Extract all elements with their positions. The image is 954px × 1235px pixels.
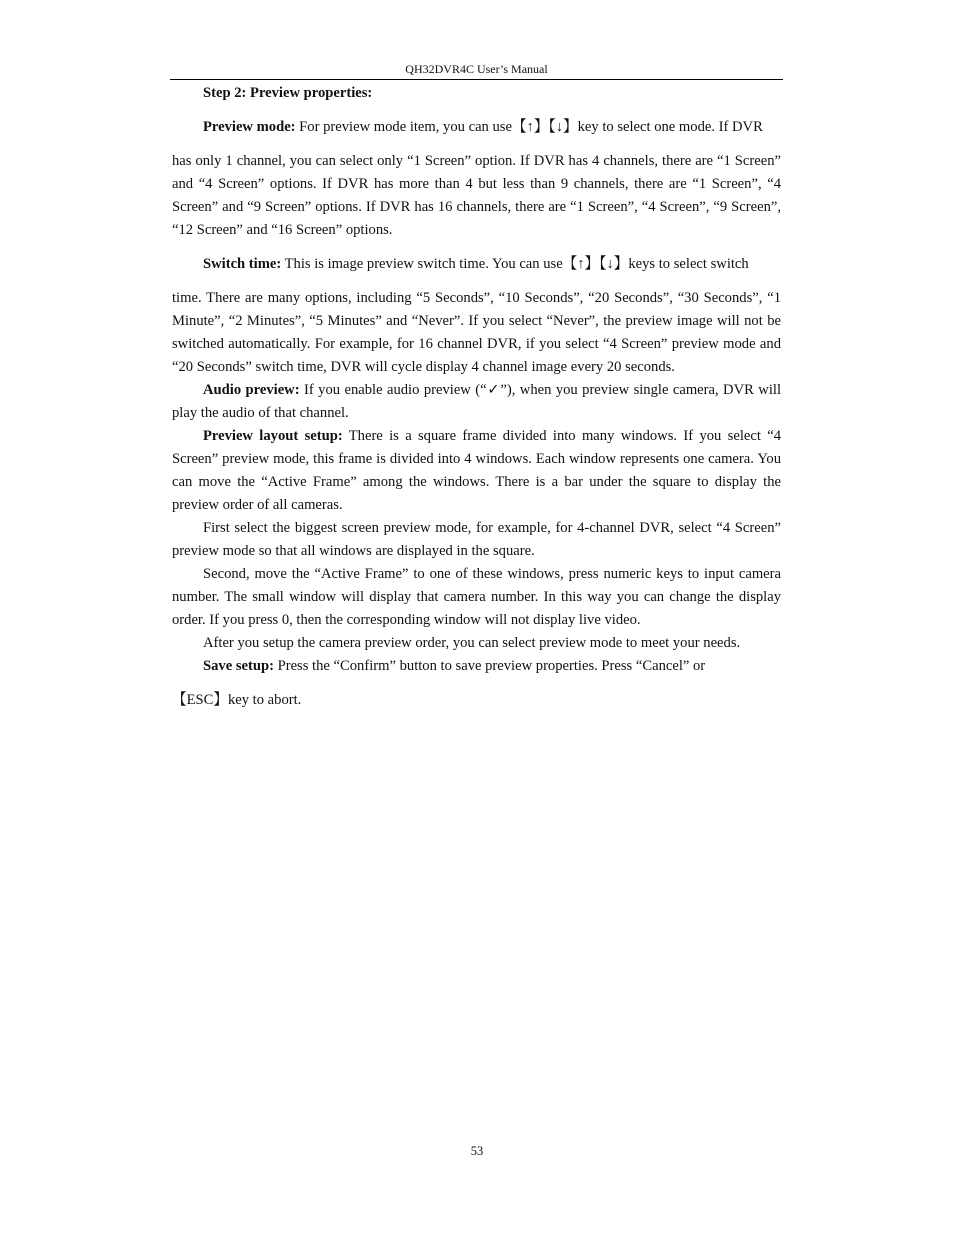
audio-preview-paragraph [172, 379, 781, 425]
switch-time-paragraph [172, 253, 781, 276]
save-setup-text-1: Press the “Confirm” button to save preview properties. Press “Cancel” or [273, 658, 706, 674]
step-heading [172, 82, 781, 105]
audio-preview-text: If you enable audio preview (“✓”), when you preview single camera, DVR will play the audio of that channel. [172, 382, 781, 421]
save-setup-paragraph [172, 655, 781, 678]
manual-body [172, 80, 781, 712]
preview-layout-text: There is a square frame divided into many windows. If you select “4 Screen” preview mode, this frame is divided into 4 windows. Each window represents one camera. You can move the “Active Frame” among the windows. There is a bar under the square to display the preview order of all cameras. [172, 428, 781, 513]
first-select-paragraph: First select the biggest screen preview mode, for example, for 4-channel DVR, select “4 Screen” preview mode so that all windows are displayed in the square. [172, 520, 781, 559]
page-number: 53 [470, 1144, 484, 1158]
preview-layout-paragraph [172, 425, 781, 517]
page-header: QH32DVR4C User’s Manual [170, 62, 783, 80]
preview-mode-text-1: For preview mode item, you can use【↑】【↓】key to select one mode. If DVR [295, 119, 763, 135]
second-move-paragraph: Second, move the “Active Frame” to one of these windows, press numeric keys to input camera number. The small window will display that camera number. In this way you can change the display order. If you press 0, then the corresponding window will not display live video. [172, 566, 781, 628]
preview-mode-paragraph [172, 116, 781, 139]
after-setup-paragraph: After you setup the camera preview order, you can select preview mode to meet your needs. [203, 635, 741, 651]
save-setup-continuation: 【ESC】key to abort. [172, 692, 302, 708]
audio-preview-label: Audio preview: [203, 382, 300, 398]
step-heading-text: Step 2: Preview properties: [203, 85, 373, 101]
switch-time-label: Switch time: [203, 256, 282, 272]
preview-mode-label: Preview mode: [203, 119, 296, 135]
save-setup-label: Save setup: [203, 658, 274, 674]
preview-mode-continuation: has only 1 channel, you can select only “1 Screen” option. If DVR has 4 channels, there are “1 Screen” and “4 Screen” options. If DVR has more than 4 but less than 9 channels, there are “1 Screen”, “4 Screen” and “9 Screen” options. If DVR has 16 channels, there are “1 Screen”, “4 Screen”, “9 Screen”, “12 Screen” and “16 Screen” options. [172, 153, 781, 238]
preview-layout-label: Preview layout setup: [203, 428, 343, 444]
switch-time-continuation: time. There are many options, including “5 Seconds”, “10 Seconds”, “20 Seconds”, “30 Seconds”, “1 Minute”, “2 Minutes”, “5 Minutes” and “Never”. If you select “Never”, the preview image will not be switched automatically. For example, for 16 channel DVR, if you select “4 Screen” preview mode and “20 Seconds” switch time, DVR will cycle display 4 channel image every 20 seconds. [172, 290, 781, 375]
switch-time-text-1: This is image preview switch time. You can use【↑】【↓】keys to select switch [281, 256, 749, 272]
